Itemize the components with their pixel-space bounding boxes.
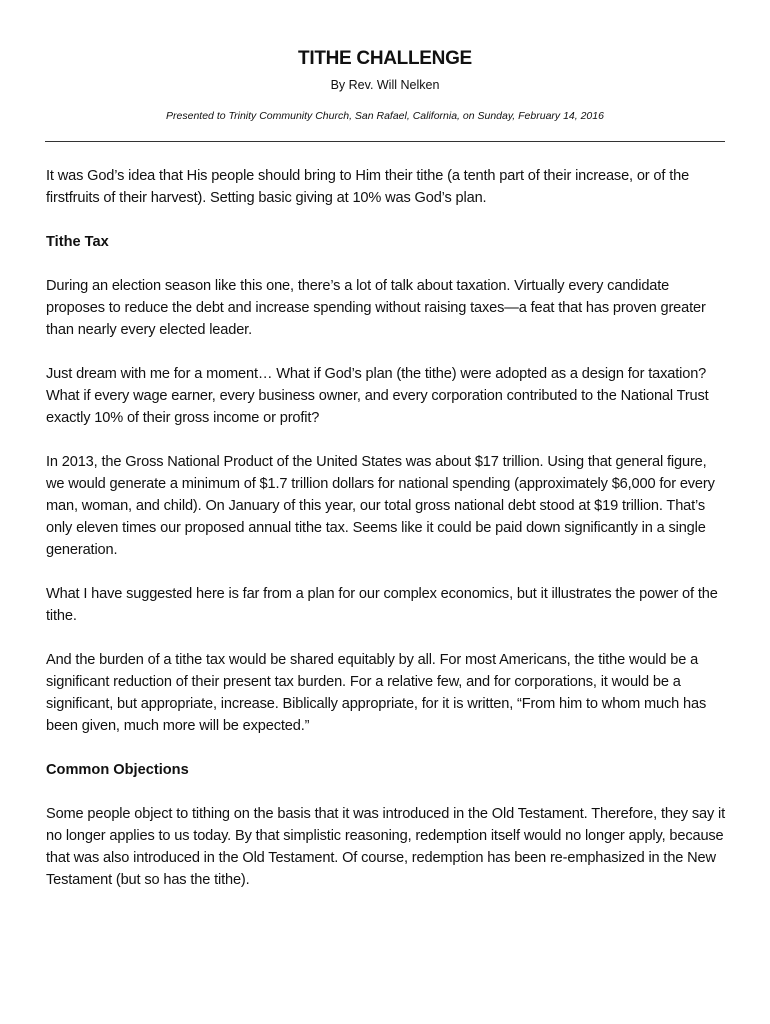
document-body [46,165,726,913]
paragraph-election: During an election season like this one, there’s a lot of talk about taxation. Virtually every candidate proposes to reduce the debt and increase spending without raising taxes—a feat that has proven greater than nearly every elected leader. [46,278,706,338]
paragraph-objections: Some people object to tithing on the basis that it was introduced in the Old Testament. Therefore, they say it no longer applies to us today. By that simplistic reasoning, redemption itself would no longer apply, because that was also introduced in the Old Testament. Of course, redemption has been re-emphasized in the New Testament (but so has the tithe). [46,806,725,888]
document-title: TITHE CHALLENGE [298,48,472,69]
paragraph-dream: Just dream with me for a moment… What if God’s plan (the tithe) were adopted as a design for taxation? What if every wage earner, every business owner, and every corporation contributed to the National Trust exactly 10% of their gross income or profit? [46,366,709,426]
header-divider [45,141,725,142]
paragraph-burden: And the burden of a tithe tax would be shared equitably by all. For most Americans, the tithe would be a significant reduction of their present tax burden. For a relative few, and for corporations, it would be a significant, but appropriate, increase. Biblically appropriate, for it is written, “From him to whom much has been given, much more will be expected.” [46,652,707,734]
paragraph-suggestion: What I have suggested here is far from a plan for our complex economics, but it illustrates the power of the tithe. [46,586,718,624]
author-byline: By Rev. Will Nelken [330,78,440,92]
paragraph-intro: It was God’s idea that His people should bring to Him their tithe (a tenth part of their increase, or of the firstfruits of their harvest). Setting basic giving at 10% was God’s plan. [46,168,690,206]
presentation-note: Presented to Trinity Community Church, San Rafael, California, on Sunday, February 14, 2016 [166,110,604,122]
paragraph-gnp: In 2013, the Gross National Product of the United States was about $17 trillion. Using that general figure, we would generate a minimum of $1.7 trillion dollars for national spending (approximately $6,000 for every man, woman, and child). On January of this year, our total gross national debt stood at $19 trillion. That’s only eleven times our proposed annual tithe tax. Seems like it could be paid down significantly in a single generation. [46,454,715,558]
section-heading-common-objections: Common Objections [46,762,189,778]
section-heading-tithe-tax: Tithe Tax [46,234,109,250]
